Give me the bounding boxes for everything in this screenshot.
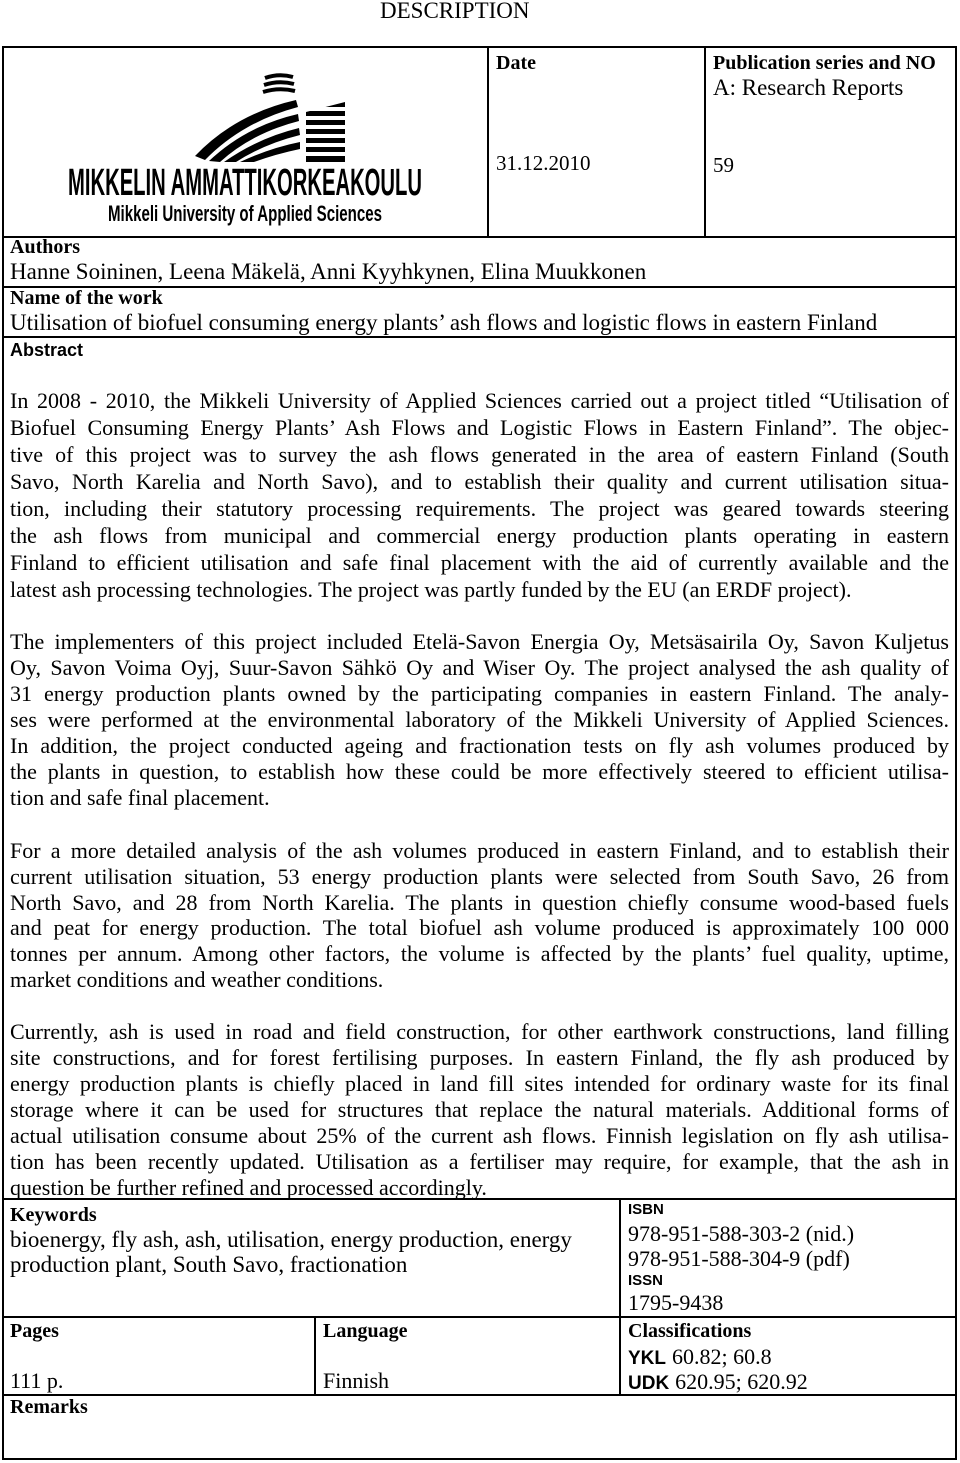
keywords-label: Keywords <box>10 1204 97 1226</box>
logo-emblem-icon <box>195 100 345 162</box>
divider-language-left <box>314 1316 316 1396</box>
logo-name-english: Mikkeli University of Applied Sciences <box>108 201 382 226</box>
language-value: Finnish <box>323 1368 390 1393</box>
abstract-line: ses were performed at the environmental laboratory of the Mikkeli University of Applied Sciences. <box>10 707 949 732</box>
abstract-line: question be further refined and processed accordingly. <box>10 1175 487 1200</box>
abstract-line: North Savo, and 28 from North Karelia. The plants in question chiefly consume wood-based fuels <box>10 889 949 915</box>
abstract-line: Finland to efficient utilisation and safe final placement with the aid of currently available and the <box>10 550 949 576</box>
abstract-line: In 2008 - 2010, the Mikkeli University of Applied Sciences carried out a project titled “Utilisation of <box>10 387 949 413</box>
ykl-value: 60.82; 60.8 <box>672 1344 772 1369</box>
abstract-line: Currently, ash is used in road and field construction, for other earthwork constructions, land filling <box>10 1019 949 1044</box>
abstract-line: Savo, North Karelia and North Savo), and to establish their quality and current utilisation situa- <box>10 468 949 494</box>
abstract-line: latest ash processing technologies. The project was partly funded by the EU (an ERDF project). <box>10 577 852 603</box>
authors-label: Authors <box>10 236 81 258</box>
abstract-paragraph-3 <box>10 838 949 993</box>
abstract-line: tive of this project was to survey the ash flows generated in the area of eastern Finland (South <box>10 441 949 467</box>
logo-waves-icon <box>263 75 295 92</box>
abstract-paragraph-2 <box>10 629 949 811</box>
abstract-line: Biofuel Consuming Energy Plants’ Ash Flows and Logistic Flows in Eastern Finland”. The objec- <box>10 414 949 440</box>
abstract-line: In addition, the project conducted ageing and fractionation tests on fly ash volumes produced by <box>10 733 949 758</box>
divider-work-bottom <box>2 336 957 338</box>
divider-keywords-bottom <box>2 1316 957 1318</box>
abstract-line: actual utilisation consume about 25% of the current ash flows. Finnish legislation on fly ash utilisa- <box>10 1123 949 1148</box>
page-title: DESCRIPTION <box>380 0 530 23</box>
abstract-line: 31 energy production plants owned by the participating companies in eastern Finland. The analy- <box>10 681 949 706</box>
abstract-line: tonnes per annum. Among other factors, the volume is affected by the plants’ fuel quality, uptime, <box>10 941 949 967</box>
work-label: Name of the work <box>10 287 163 309</box>
classifications-label: Classifications <box>628 1320 752 1342</box>
abstract-label: Abstract <box>10 340 84 360</box>
abstract-line: tion has been recently updated. Utilisation as a fertiliser may require, for example, that the ash in <box>10 1149 949 1174</box>
publication-number: 59 <box>713 153 734 177</box>
issn-value: 1795-9438 <box>628 1290 724 1315</box>
work-title: Utilisation of biofuel consuming energy plants’ ash flows and logistic flows in eastern Finland <box>10 310 878 335</box>
logo-name-finnish: MIKKELIN AMMATTIKORKEAKOULU <box>68 162 422 204</box>
publication-series: A: Research Reports <box>713 75 904 100</box>
udk-value: 620.95; 620.92 <box>675 1369 808 1394</box>
isbn-label: ISBN <box>628 1201 664 1218</box>
abstract-paragraph-4 <box>10 1019 949 1201</box>
abstract-line: tion and safe final placement. <box>10 785 270 810</box>
abstract-line: the ash flows from municipal and commercial energy production plants operating in eastern <box>10 522 949 548</box>
abstract-line: and peat for energy production. The total biofuel ash volume produced is approximately 100 000 <box>10 915 949 941</box>
isbn-pdf: 978-951-588-304-9 (pdf) <box>628 1246 850 1271</box>
udk-label: UDK <box>628 1373 670 1394</box>
abstract-line: site constructions, and for forest fertilising purposes. In eastern Finland, the fly ash produced by <box>10 1045 949 1070</box>
isbn-print: 978-951-588-303-2 (nid.) <box>628 1221 855 1246</box>
remarks-label: Remarks <box>10 1396 88 1418</box>
abstract-line: the plants in question, to establish how these could be more effectively steered to efficient utilisa- <box>10 759 949 784</box>
language-label: Language <box>323 1320 408 1342</box>
abstract-line: tion, including their statutory processing requirements. The project was geared towards steering <box>10 495 949 521</box>
issn-label: ISSN <box>628 1272 664 1289</box>
abstract-line: energy production plants is chiefly placed in land fill sites intended for ordinary waste for its final <box>10 1071 949 1096</box>
publication-label: Publication series and NO <box>713 52 936 74</box>
pages-label: Pages <box>10 1320 59 1342</box>
divider-date-left <box>487 46 489 238</box>
abstract-line: The implementers of this project included Etelä-Savon Energia Oy, Metsäsairila Oy, Savon Kuljetus <box>10 629 949 654</box>
authors-value: Hanne Soininen, Leena Mäkelä, Anni Kyyhkynen, Elina Muukkonen <box>10 259 647 284</box>
institution-logo <box>60 66 430 231</box>
keywords-line-2: production plant, South Savo, fractionation <box>10 1252 408 1277</box>
pages-value: 111 p. <box>10 1368 64 1393</box>
divider-header-bottom <box>2 236 957 238</box>
classification-udk <box>628 1369 808 1398</box>
date-label: Date <box>496 52 536 74</box>
keywords-line-1: bioenergy, fly ash, ash, utilisation, energy production, energy <box>10 1227 572 1252</box>
abstract-line: For a more detailed analysis of the ash volumes produced in eastern Finland, and to establish their <box>10 838 949 863</box>
abstract-line: Oy, Savon Voima Oyj, Suur-Savon Sähkö Oy and Wiser Oy. The project analysed the ash quality of <box>10 655 949 680</box>
divider-pages-bottom <box>2 1394 957 1396</box>
abstract-line: current utilisation situation, 53 energy production plants were selected from South Savo, 26 from <box>10 863 949 889</box>
abstract-paragraph-1 <box>10 387 949 604</box>
ykl-label: YKL <box>628 1348 666 1369</box>
abstract-line: market conditions and weather conditions. <box>10 966 384 992</box>
divider-isbn-left <box>619 1198 621 1396</box>
date-value: 31.12.2010 <box>496 151 591 175</box>
divider-publication-left <box>704 46 706 238</box>
abstract-line: storage where it can be used for structures that replace the natural materials. Additional forms of <box>10 1097 949 1122</box>
